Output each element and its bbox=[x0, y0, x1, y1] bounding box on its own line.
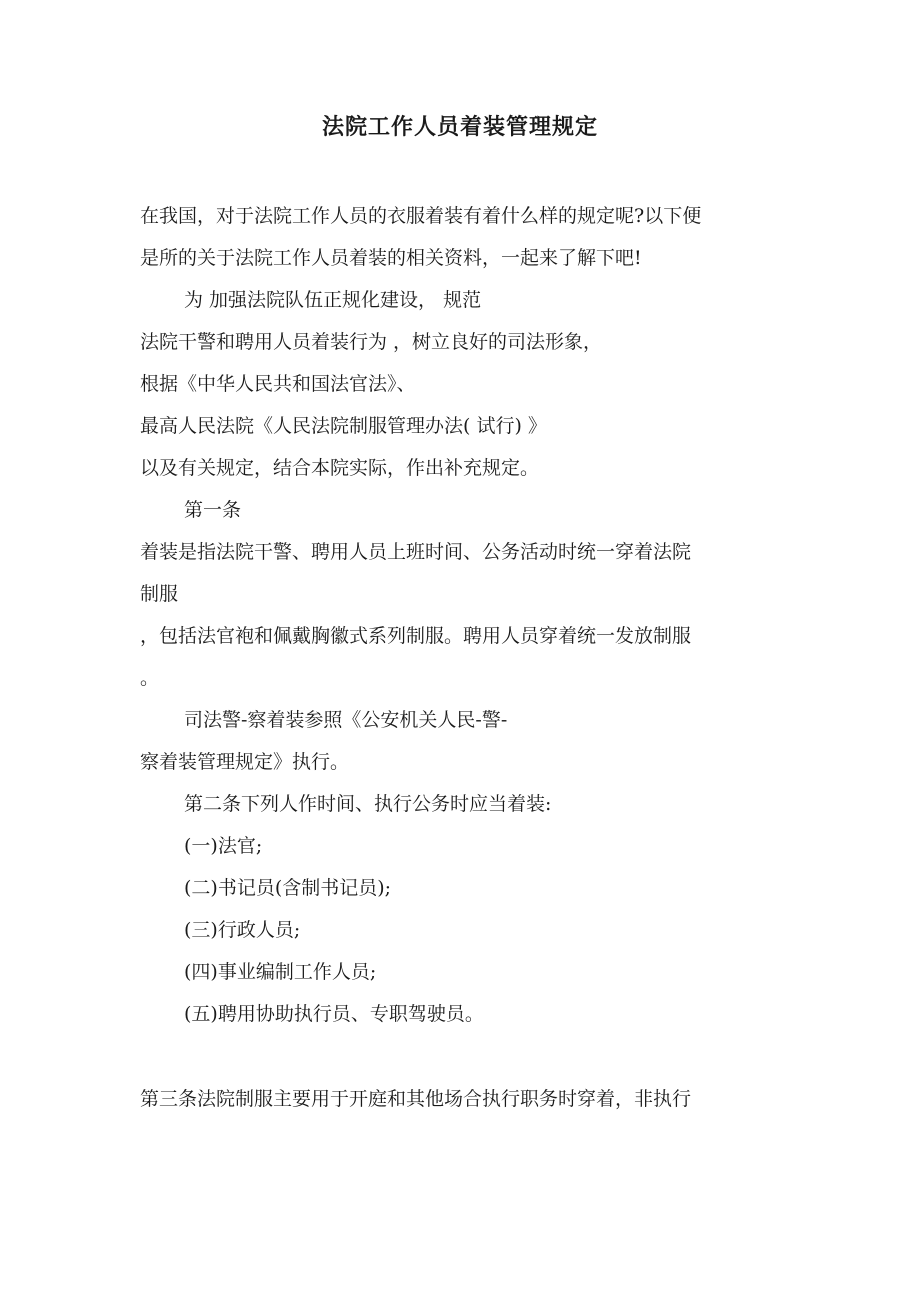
body-line: 着装是指法院干警、聘用人员上班时间、公务活动时统一穿着法院 bbox=[140, 541, 692, 563]
body-line: 是所的关于法院工作人员着装的相关资料，一起来了解下吧! bbox=[140, 247, 642, 269]
body-line: 最高人民法院《人民法院制服管理办法( 试行) 》 bbox=[140, 415, 547, 437]
body-line: 制服 bbox=[140, 583, 179, 605]
body-line: 在我国，对于法院工作人员的衣服着装有着什么样的规定呢?以下便 bbox=[140, 205, 702, 227]
list-item: (三)行政人员; bbox=[184, 919, 301, 941]
body-line: 为 加强法院队伍正规化建设， 规范 bbox=[184, 289, 482, 311]
body-line: 第二条下列人作时间、执行公务时应当着装: bbox=[184, 793, 552, 815]
body-line: 察着装管理规定》执行。 bbox=[140, 751, 350, 773]
article-heading: 第一条 bbox=[184, 499, 242, 521]
document-title: 法院工作人员着装管理规定 bbox=[321, 115, 598, 140]
list-item: (二)书记员(含制书记员); bbox=[184, 877, 392, 899]
body-line: 以及有关规定，结合本院实际，作出补充规定。 bbox=[140, 457, 540, 479]
body-line: 司法警-察着装参照《公安机关人民-警- bbox=[184, 709, 508, 731]
body-line: ，包括法官袍和佩戴胸徽式系列制服。聘用人员穿着统一发放制服 bbox=[140, 625, 692, 647]
list-item: (五)聘用协助执行员、专职驾驶员。 bbox=[184, 1003, 484, 1025]
list-item: (四)事业编制工作人员; bbox=[184, 961, 377, 983]
body-line: 法院干警和聘用人员着装行为 ，树立良好的司法形象， bbox=[140, 331, 603, 353]
body-line: 。 bbox=[140, 667, 160, 689]
body-line: 根据《中华人民共和国法官法》、 bbox=[140, 373, 416, 395]
body-line: 第三条法院制服主要用于开庭和其他场合执行职务时穿着，非执行 bbox=[140, 1088, 692, 1110]
list-item: (一)法官; bbox=[184, 835, 263, 857]
